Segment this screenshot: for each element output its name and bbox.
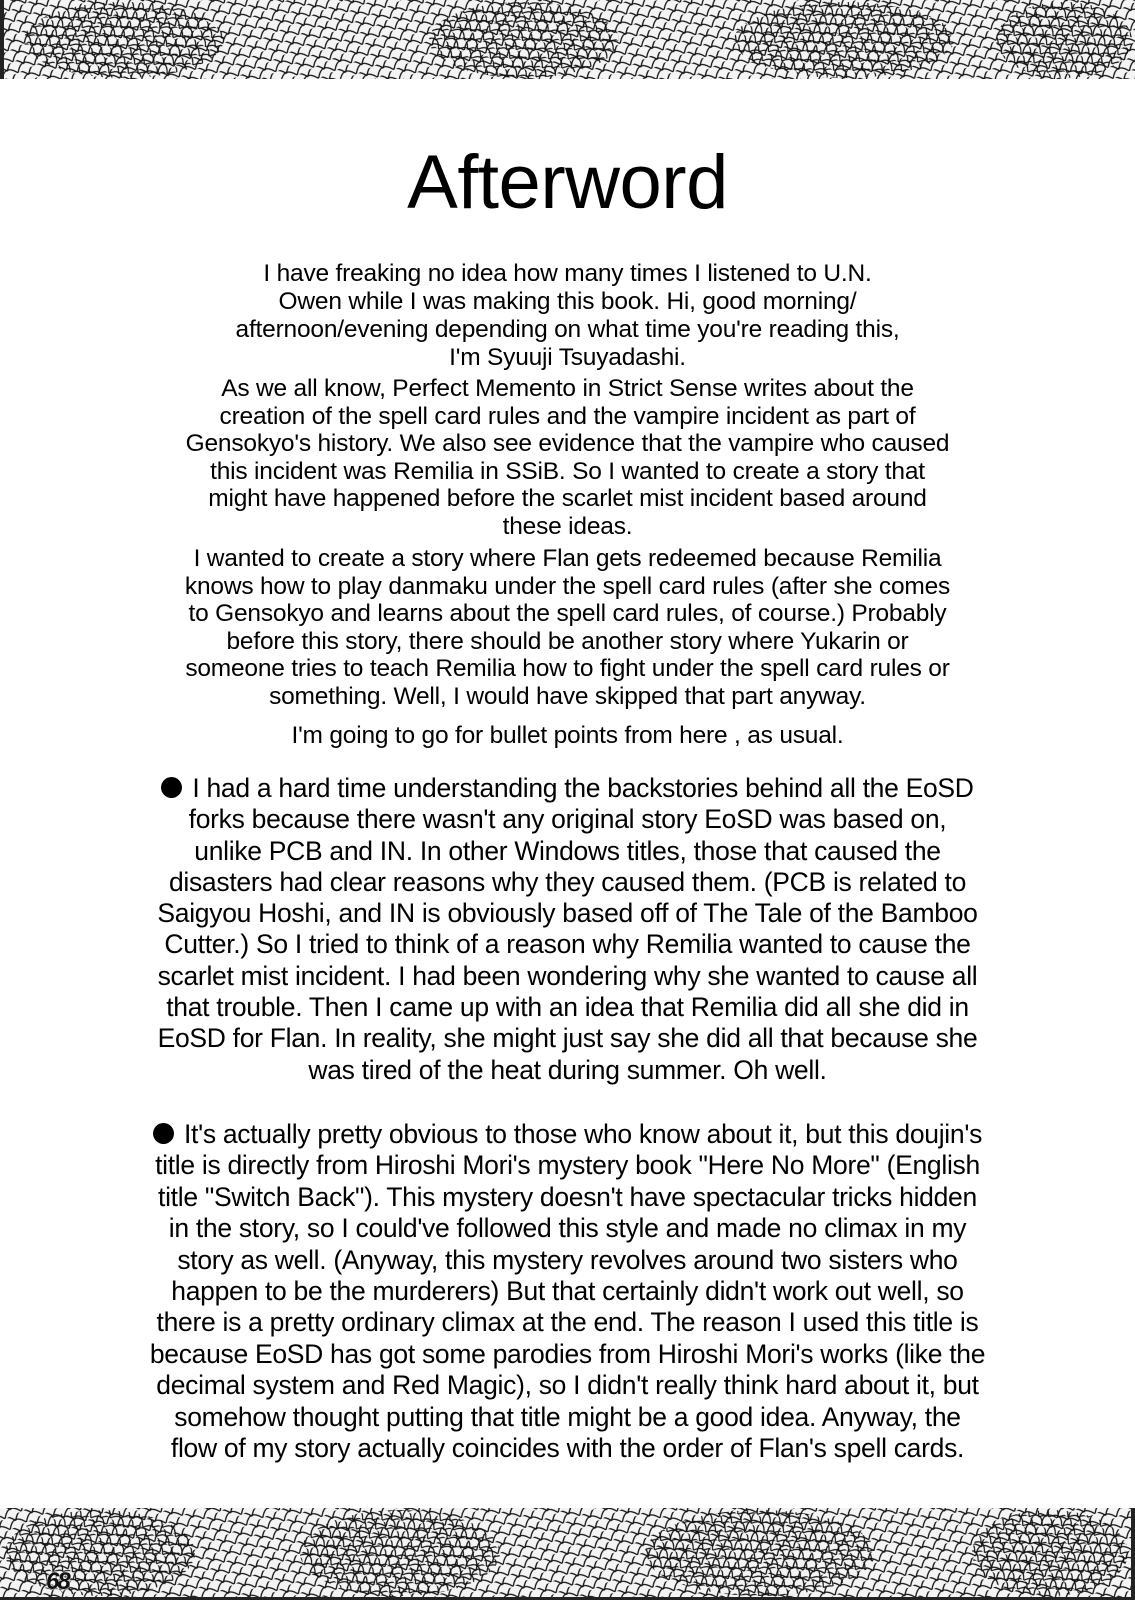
transition-paragraph bbox=[0, 721, 1135, 751]
text-line: I have freaking no idea how many times I listened to U.N. bbox=[263, 260, 872, 287]
text-line: afternoon/evening depending on what time you're reading this, bbox=[235, 316, 900, 343]
text-line: It's actually pretty obvious to those who know about it, but this doujin's bbox=[183, 1119, 983, 1149]
text-line: story as well. (Anyway, this mystery revolves around two sisters who bbox=[177, 1244, 958, 1275]
text-line: flow of my story actually coincides with the order of Flan's spell cards. bbox=[170, 1433, 965, 1464]
decorative-border-bottom bbox=[0, 1508, 1135, 1600]
text-line: unlike PCB and IN. In other Windows titles, those that caused the bbox=[194, 835, 941, 866]
bullet-dot-icon bbox=[153, 1123, 174, 1144]
text-line: to Gensokyo and learns about the spell card rules, of course.) Probably bbox=[188, 600, 947, 627]
text-line: I had a hard time understanding the backstories behind all the EoSD bbox=[192, 773, 974, 803]
text-line: I'm going to go for bullet points from here , as usual. bbox=[291, 722, 844, 749]
text-line: title "Switch Back"). This mystery doesn't have spectacular tricks hidden bbox=[158, 1181, 977, 1212]
text-line: I wanted to create a story where Flan gets redeemed because Remilia bbox=[193, 545, 942, 572]
text-line: in the story, so I could've followed this style and made no climax in my bbox=[168, 1213, 967, 1244]
text-line-with-bullet bbox=[0, 1119, 1135, 1150]
text-line: Cutter.) So I tried to think of a reason why Remilia wanted to cause the bbox=[164, 929, 971, 960]
text-line: Gensokyo's history. We also see evidence that the vampire who caused bbox=[185, 430, 950, 457]
text-line: decimal system and Red Magic), so I didn't really think hard about it, but bbox=[156, 1370, 979, 1401]
bullet-item-title-origin bbox=[0, 1119, 1135, 1464]
text-line: EoSD for Flan. In reality, she might just say she did all that because she bbox=[157, 1023, 978, 1054]
text-line: that trouble. Then I came up with an idea that Remilia did all she did in bbox=[166, 992, 969, 1023]
text-line: disasters had clear reasons why they caused them. (PCB is related to bbox=[168, 866, 967, 897]
text-line: before this story, there should be another story where Yukarin or bbox=[226, 627, 909, 655]
text-line: someone tries to teach Remilia how to fight under the spell card rules or bbox=[185, 655, 950, 682]
text-line: forks because there wasn't any original story EoSD was based on, bbox=[188, 804, 947, 835]
text-line: there is a pretty ordinary climax at the end. The reason I used this title is bbox=[156, 1307, 979, 1338]
decorative-border-top bbox=[0, 0, 1135, 79]
scale-pattern-top bbox=[4, 0, 1135, 79]
text-line: because EoSD has got some parodies from Hiroshi Mori's works (like the bbox=[149, 1338, 986, 1369]
history-paragraph bbox=[0, 375, 1135, 540]
scale-pattern-bottom bbox=[0, 1508, 1131, 1597]
intro-paragraph bbox=[0, 260, 1135, 372]
bullet-item-eosd-backstory bbox=[0, 773, 1135, 1086]
page-number: 68 bbox=[46, 1568, 69, 1595]
text-line: was tired of the heat during summer. Oh well. bbox=[308, 1054, 827, 1085]
text-line: this incident was Remilia in SSiB. So I wanted to create a story that bbox=[210, 457, 925, 485]
text-line-with-bullet bbox=[0, 773, 1135, 804]
text-line: title is directly from Hiroshi Mori's mystery book "Here No More" (English bbox=[155, 1150, 980, 1181]
page-title: Afterword bbox=[407, 140, 728, 225]
text-line: knows how to play danmaku under the spell card rules (after she comes bbox=[184, 572, 951, 600]
text-line: scarlet mist incident. I had been wondering why she wanted to cause all bbox=[157, 960, 978, 991]
text-line: something. Well, I would have skipped that part anyway. bbox=[269, 682, 866, 710]
text-line: happen to be the murderers) But that certainly didn't work out well, so bbox=[171, 1276, 964, 1307]
text-line: As we all know, Perfect Memento in Strict Sense writes about the bbox=[221, 375, 914, 402]
bullet-dot-icon bbox=[161, 777, 182, 798]
text-line: might have happened before the scarlet mist incident based around bbox=[208, 485, 927, 512]
story-paragraph bbox=[0, 545, 1135, 710]
text-line: somehow thought putting that title might be a good idea. Anyway, the bbox=[174, 1401, 961, 1432]
text-line: Owen while I was making this book. Hi, good morning/ bbox=[278, 288, 857, 315]
text-line: these ideas. bbox=[502, 512, 633, 540]
text-line: I'm Syuuji Tsuyadashi. bbox=[449, 344, 686, 371]
text-line: Saigyou Hoshi, and IN is obviously based off of The Tale of the Bamboo bbox=[157, 898, 978, 929]
text-line: creation of the spell card rules and the vampire incident as part of bbox=[219, 402, 916, 430]
